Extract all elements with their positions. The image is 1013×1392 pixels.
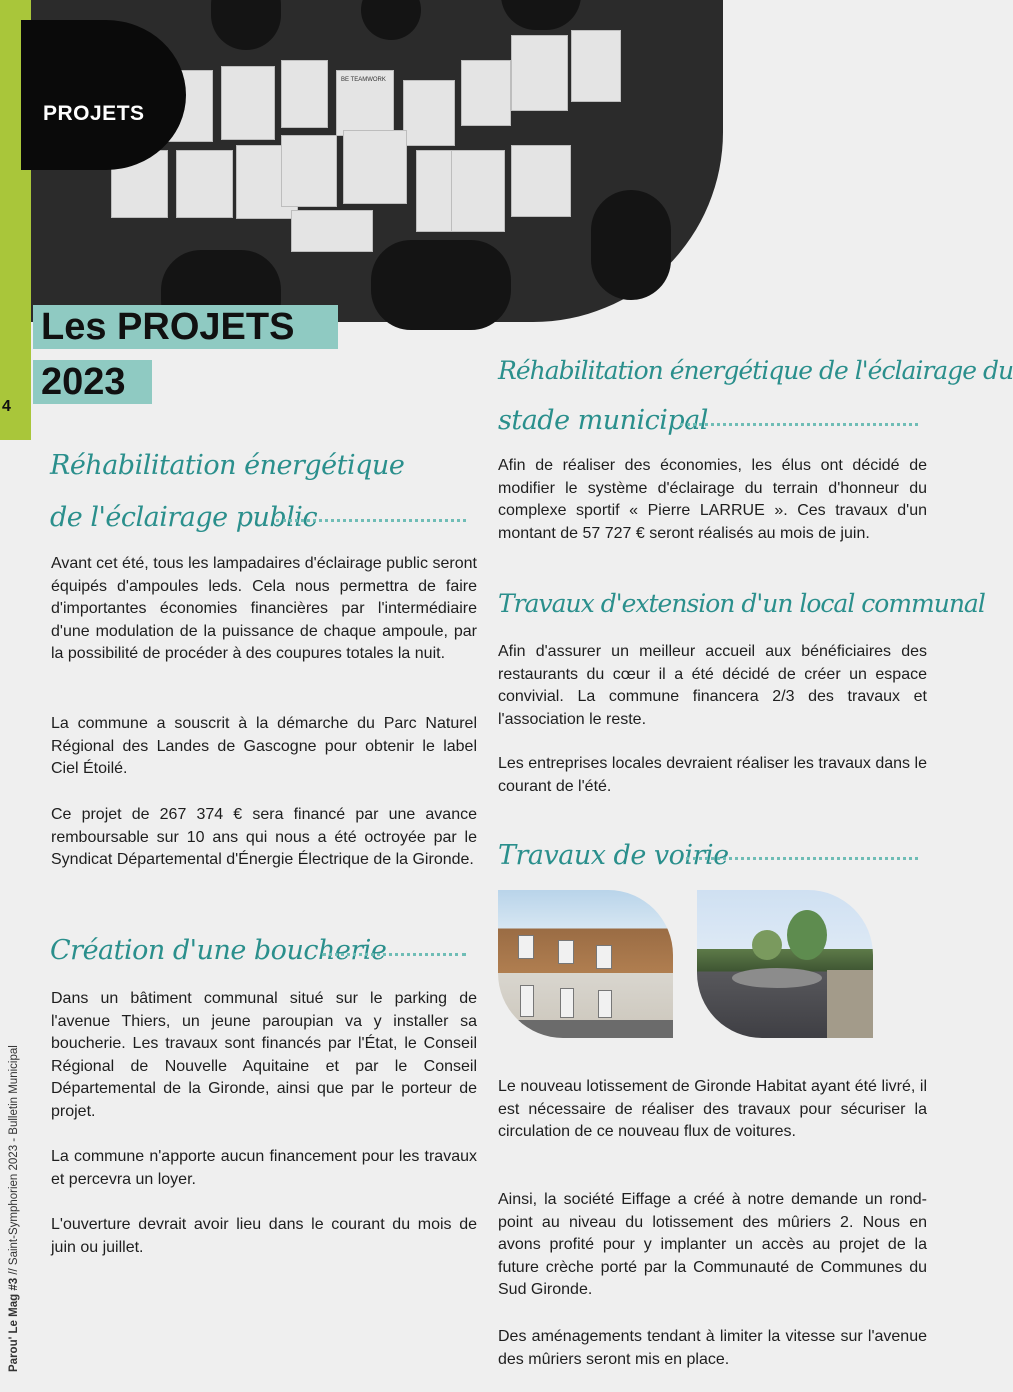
heading-community-building: Travaux d'extension d'un local communal bbox=[498, 589, 985, 618]
hero-arm bbox=[591, 190, 671, 300]
hero-paper bbox=[571, 30, 621, 102]
hero-paper bbox=[451, 150, 505, 232]
photo-window bbox=[518, 935, 534, 959]
hero-arm bbox=[211, 0, 281, 50]
hero-arm bbox=[371, 240, 511, 330]
paragraph-community-building-2: Les entreprises locales devraient réaliser les travaux dans le courant de l'été. bbox=[498, 755, 927, 795]
hero-paper-label: BE TEAMWORK bbox=[341, 77, 386, 83]
paragraph-community-building-1: Afin d'assurer un meilleur accueil aux bénéficiaires des restaurants du cœur il a été décidé de créer un espace convivial. La commune financera 2/3 des travaux et l'association le reste. bbox=[498, 643, 927, 728]
spine-magazine-name: Parou' Le Mag #3 bbox=[8, 1277, 20, 1372]
hero-paper bbox=[291, 210, 373, 252]
paragraph-public-lighting-3: Ce projet de 267 374 € sera financé par une avance remboursable sur 10 ans qui nous a été octroyée par le Syndicat Départemental d'Énergie Électrique de la Gironde. bbox=[51, 806, 477, 869]
paragraph-road-works-3: Des aménagements tendant à limiter la vitesse sur l'avenue des mûriers seront mis en place. bbox=[498, 1328, 927, 1368]
hero-paper bbox=[461, 60, 511, 126]
spine-issue-info: // Saint-Symphorien 2023 - Bulletin Municipal bbox=[8, 1045, 20, 1278]
photo-window bbox=[558, 940, 574, 964]
paragraph-butcher-3: L'ouverture devrait avoir lieu dans le courant du mois de juin ou juillet. bbox=[51, 1216, 477, 1256]
hero-paper bbox=[281, 60, 328, 128]
paragraph-road-works-1: Le nouveau lotissement de Gironde Habitat ayant été livré, il est nécessaire de réaliser des travaux pour sécuriser la circulation de ce nouveau flux de voitures. bbox=[498, 1078, 927, 1141]
photo-roundabout bbox=[697, 890, 873, 1038]
heading-divider bbox=[686, 857, 918, 860]
hero-paper bbox=[336, 70, 394, 136]
heading-divider bbox=[680, 423, 918, 426]
paragraph-public-lighting-1: Avant cet été, tous les lampadaires d'éclairage public seront équipés d'ampoules leds. Cela nous permettra de faire d'importantes économies financières par l'intermédiaire d'une modulation de la puissance de chaque ampoule, par la possibilité de procéder à des coupures totales la nuit. bbox=[51, 555, 477, 663]
photo-roundabout-island bbox=[732, 968, 822, 988]
hero-arm bbox=[361, 0, 421, 40]
photo-housing-estate bbox=[498, 890, 673, 1038]
page-title-line-2: 2023 bbox=[33, 360, 152, 404]
photo-window bbox=[596, 945, 612, 969]
paragraph-butcher-2: La commune n'apporte aucun financement pour les travaux et percevra un loyer. bbox=[51, 1148, 477, 1188]
page-number: 4 bbox=[2, 398, 11, 415]
hero-arm bbox=[501, 0, 581, 30]
heading-divider bbox=[322, 953, 466, 956]
photo-tree bbox=[752, 930, 782, 960]
publication-spine bbox=[8, 952, 20, 1372]
photo-window bbox=[520, 985, 534, 1017]
heading-butcher-shop: Création d'une boucherie bbox=[50, 935, 387, 966]
photo-window bbox=[560, 988, 574, 1018]
heading-road-works: Travaux de voirie bbox=[498, 840, 729, 871]
photo-tree bbox=[787, 910, 827, 960]
hero-image bbox=[31, 0, 723, 322]
hero-paper bbox=[221, 66, 275, 140]
page-title-line-1: Les PROJETS bbox=[33, 305, 338, 349]
section-badge bbox=[21, 20, 186, 170]
heading-stadium-lighting-l2: stade municipal bbox=[498, 405, 708, 436]
heading-stadium-lighting-l1: Réhabilitation énergétique de l'éclairage du bbox=[498, 356, 1013, 385]
paragraph-road-works-2: Ainsi, la société Eiffage a créé à notre demande un rond-point au niveau du lotissement des mûriers 2. Nous en avons profité pour y implanter un accès au projet de la future crèche porté par la Communauté de Communes du Sud Gironde. bbox=[498, 1191, 927, 1299]
hero-paper bbox=[403, 80, 455, 146]
hero-paper bbox=[343, 130, 407, 204]
hero-paper bbox=[176, 150, 233, 218]
paragraph-butcher-1: Dans un bâtiment communal situé sur le parking de l'avenue Thiers, un jeune paroupian va y installer sa boucherie. Les travaux sont financés par l'État, le Conseil Régional de Nouvelle Aquitaine et par le Conseil Départemental de la Gironde, ainsi que par le porteur de projet. bbox=[51, 990, 477, 1120]
hero-paper bbox=[281, 135, 337, 207]
heading-public-lighting-l1: Réhabilitation énergétique bbox=[50, 450, 405, 481]
hero-paper bbox=[511, 35, 568, 111]
heading-divider bbox=[276, 519, 466, 522]
hero-paper bbox=[511, 145, 571, 217]
heading-public-lighting-l2: de l'éclairage public bbox=[50, 502, 318, 533]
photo-sidewalk bbox=[827, 970, 873, 1038]
section-badge-label: PROJETS bbox=[43, 102, 145, 125]
paragraph-public-lighting-2: La commune a souscrit à la démarche du Parc Naturel Régional des Landes de Gascogne pour obtenir le label Ciel Étoilé. bbox=[51, 715, 477, 778]
photo-window bbox=[598, 990, 612, 1018]
paragraph-stadium-lighting: Afin de réaliser des économies, les élus ont décidé de modifier le système d'éclairage du terrain d'honneur du complexe sportif « Pierre LARRUE ». Ces travaux d'un montant de 57 727 € seront réalisés au mois de juin. bbox=[498, 457, 927, 542]
